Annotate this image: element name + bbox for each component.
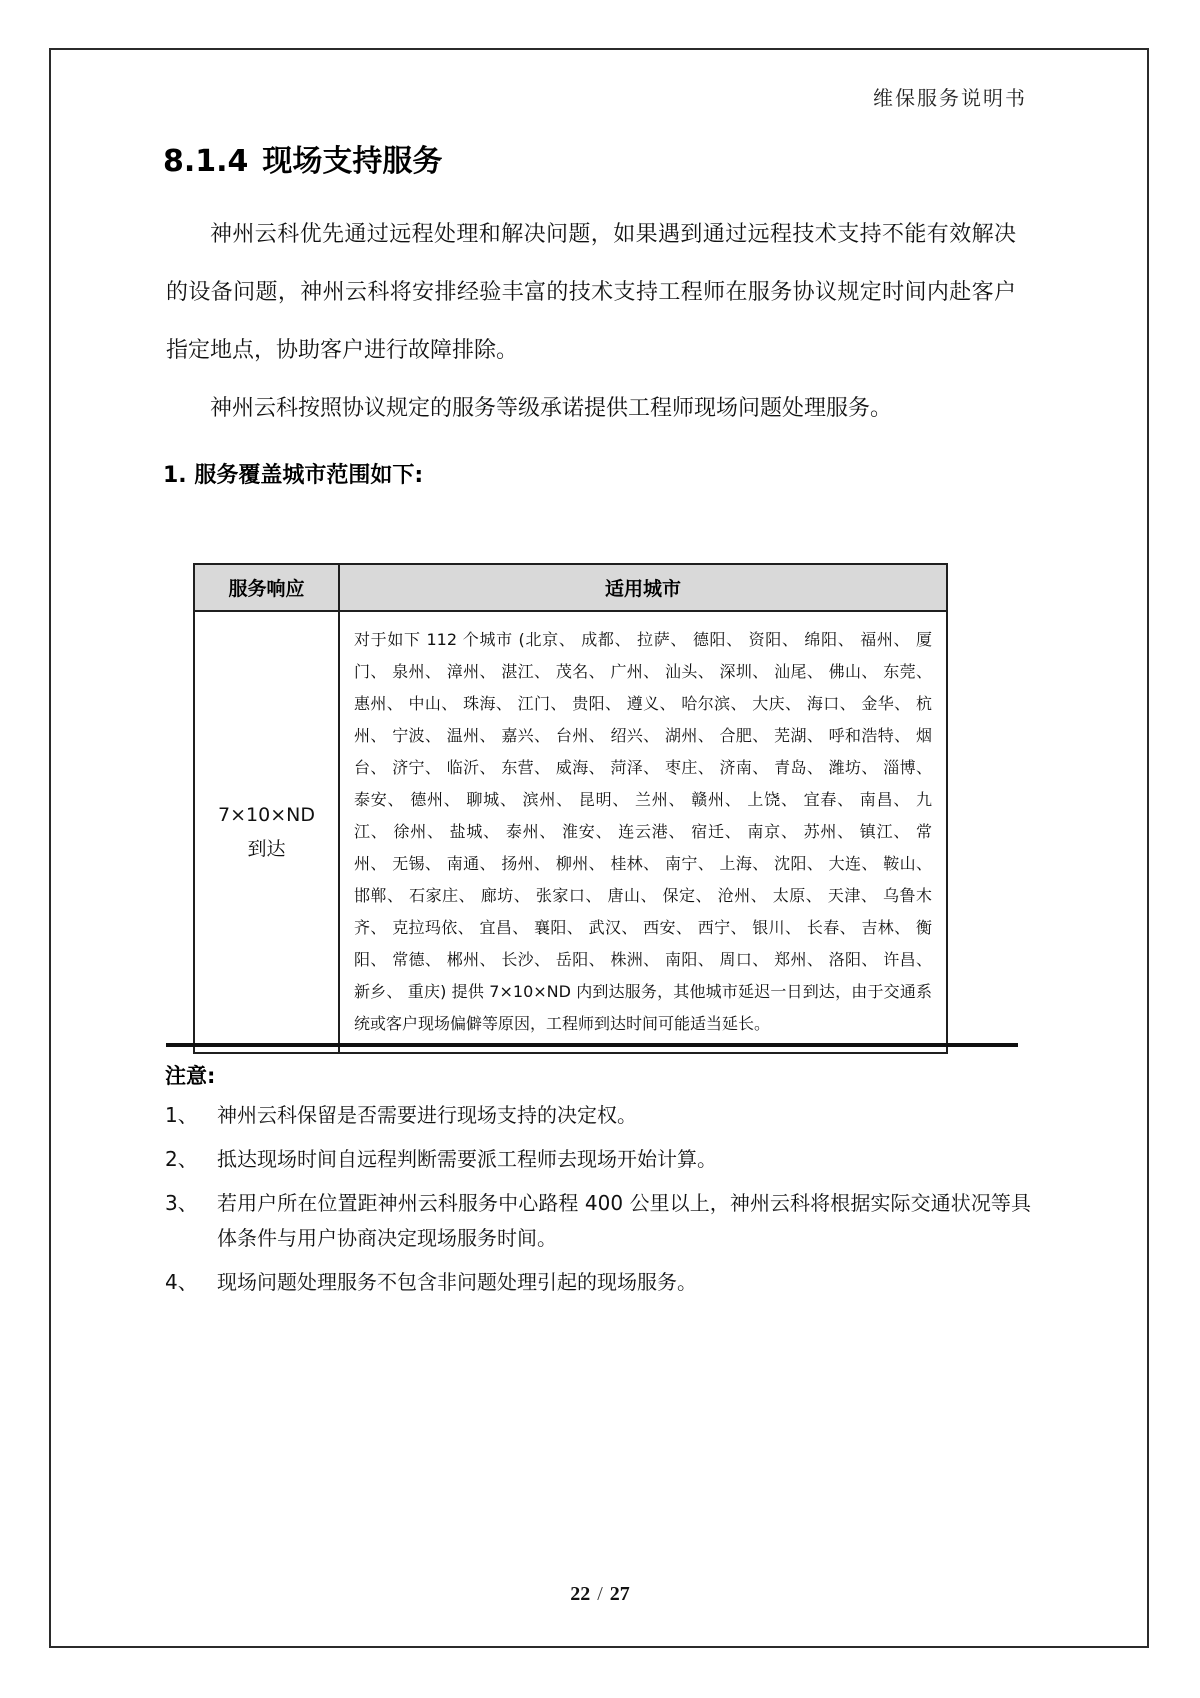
document-header-title: 维保服务说明书 — [873, 88, 1027, 110]
note-number: 2、 — [165, 1147, 198, 1171]
service-coverage-table — [193, 563, 948, 1054]
table-header-row — [194, 564, 947, 611]
page-footer — [0, 1583, 1200, 1606]
paragraph-remote-first: 神州云科优先通过远程处理和解决问题，如果遇到通过远程技术支持不能有效解决的设备问题，神州云科将安排经验丰富的技术支持工程师在服务协议规定时间内赴客户指定地点，协助客户进行故障排除。 — [166, 222, 1016, 363]
section-heading — [163, 136, 442, 180]
note-number: 1、 — [165, 1103, 198, 1127]
section-number: 8.1.4 — [163, 144, 249, 179]
page-separator: / — [597, 1583, 603, 1605]
note-number: 3、 — [165, 1191, 198, 1215]
note-text: 若用户所在位置距神州云科服务中心路程 400 公里以上，神州云科将根据实际交通状况等具体条件与用户协商决定现场服务时间。 — [217, 1191, 1031, 1250]
note-item — [165, 1186, 1031, 1256]
cell-service-response — [194, 611, 339, 1053]
cell-applicable-cities: 对于如下 112 个城市 (北京、 成都、 拉萨、 德阳、 资阳、 绵阳、 福州、 厦门、 泉州、 漳州、 湛江、 茂名、 广州、 汕头、 深圳、 汕尾、 佛山、 东莞、 惠州、 中山、 珠海、 江门、 贵阳、 遵义、 哈尔滨、 大庆、 海口、 金华、 杭州、 宁波、 温州、 嘉兴、 台州、 绍兴、 湖州、 合肥、 芜湖、 呼和浩特、 烟台、 济宁、 临沂、 东营、 威海、 菏泽、 枣庄、 济南、 青岛、 潍坊、 淄博、 泰安、 德州、 聊城、 滨州、 昆明、 兰州、 赣州、 上饶、 宜春、 南昌、 九江、 徐州、 盐城、 泰州、 淮安、 连云港、 宿迁、 南京、 苏州、 镇江、 常州、 无锡、 南通、 扬州、 柳州、 桂林、 南宁、 上海、 沈阳、 大连、 鞍山、 邯郸、 石家庄、 廊坊、 张家口、 唐山、 保定、 沧州、 太原、 天津、 乌鲁木齐、 克拉玛依、 宜昌、 襄阳、 武汉、 西安、 西宁、 银川、 长春、 吉林、 衡阳、 常德、 郴州、 长沙、 岳阳、 株洲、 南阳、 周口、 郑州、 洛阳、 许昌、 新乡、 重庆) 提供 7×10×ND 内到达服务，其他城市延迟一日到达，由于交通系统或客户现场偏僻等原因，工程师到达时间可能适当延长。 — [339, 611, 947, 1053]
note-text: 抵达现场时间自远程判断需要派工程师去现场开始计算。 — [217, 1147, 717, 1171]
paragraph-service-level: 神州云科按照协议规定的服务等级承诺提供工程师现场问题处理服务。 — [210, 396, 893, 421]
response-sla: 7×10×ND — [218, 804, 315, 826]
page-number: 22 — [570, 1583, 591, 1605]
notes-heading: 注意: — [165, 1064, 216, 1088]
note-item — [165, 1098, 1031, 1133]
note-item — [165, 1142, 1031, 1177]
table-header-service-response: 服务响应 — [194, 564, 339, 611]
note-item — [165, 1265, 1031, 1300]
list-heading-service-coverage: 1. 服务覆盖城市范围如下: — [163, 463, 424, 488]
section-title-text: 现场支持服务 — [262, 144, 443, 179]
note-text: 现场问题处理服务不包含非问题处理引起的现场服务。 — [217, 1270, 697, 1294]
total-pages: 27 — [609, 1583, 630, 1605]
section-divider-line — [166, 1043, 1018, 1047]
table-row — [194, 611, 947, 1053]
notes-list — [165, 1098, 1031, 1309]
note-text: 神州云科保留是否需要进行现场支持的决定权。 — [217, 1103, 637, 1127]
note-number: 4、 — [165, 1270, 198, 1294]
response-arrival: 到达 — [247, 838, 286, 860]
table-header-applicable-cities: 适用城市 — [339, 564, 947, 611]
